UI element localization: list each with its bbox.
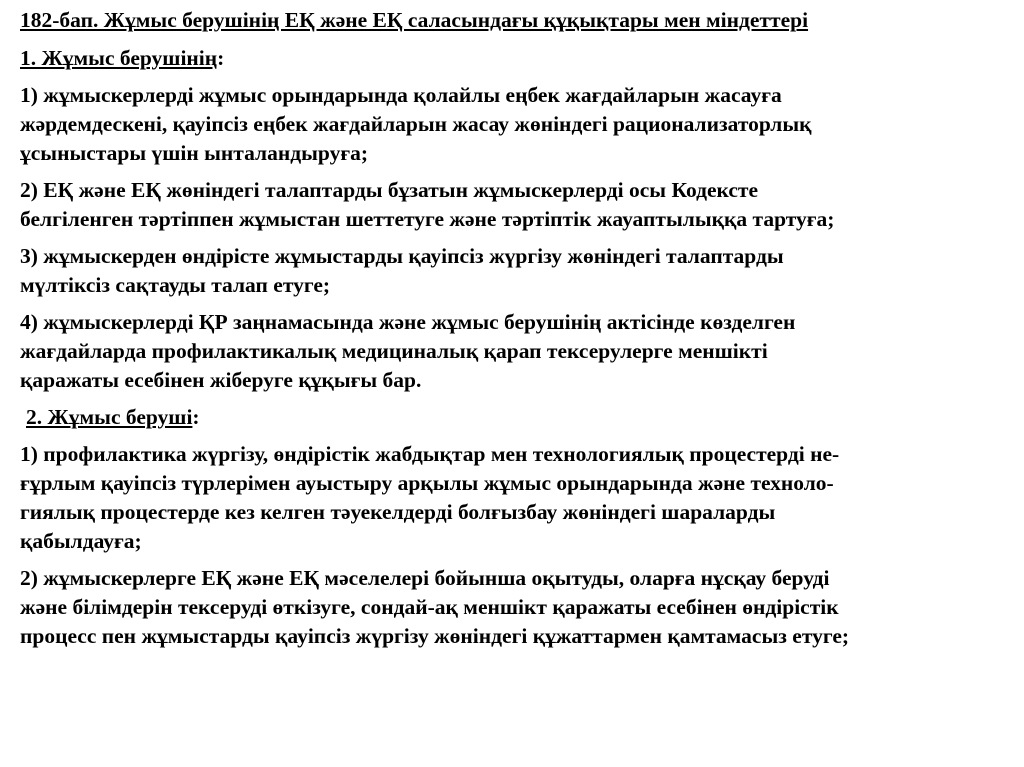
text-line: 1) жұмыскерлерді жұмыс орындарында қолайлы еңбек жағдайларын жасауға bbox=[20, 83, 782, 107]
section-2-item-2 bbox=[20, 564, 1010, 651]
section-1-heading-text: 1. Жұмыс берушінің bbox=[20, 46, 218, 70]
section-1-item-1 bbox=[20, 81, 1010, 168]
text-line: 1) профилактика жүргізу, өндірістік жабдықтар мен технологиялық процестерді не- bbox=[20, 442, 840, 466]
text-line: және білімдерін тексеруді өткізуге, сондай-ақ меншікт қаражаты есебінен өндірістік bbox=[20, 595, 839, 619]
article-title bbox=[20, 6, 1010, 35]
section-2-heading bbox=[20, 403, 1010, 432]
section-1-heading-colon: : bbox=[217, 46, 225, 70]
text-line: белгіленген тәртіппен жұмыстан шеттетуге және тәртіптік жауаптылыққа тартуға; bbox=[20, 207, 835, 231]
section-2-heading-text: 2. Жұмыс беруші bbox=[26, 405, 193, 429]
section-2-item-1 bbox=[20, 440, 1010, 556]
text-line: мүлтіксіз сақтауды талап етуге; bbox=[20, 273, 331, 297]
text-line: жәрдемдескені, қауіпсіз еңбек жағдайларын жасау жөніндегі рационализаторлық bbox=[20, 112, 812, 136]
text-line: қабылдауға; bbox=[20, 529, 142, 553]
text-line: 2) ЕҚ және ЕҚ жөніндегі талаптарды бұзатын жұмыскерлерді осы Кодексте bbox=[20, 178, 759, 202]
document-slide bbox=[20, 6, 1010, 659]
article-title-text: 182-бап. Жұмыс берушінің ЕҚ және ЕҚ саласындағы құқықтары мен міндеттері bbox=[20, 8, 809, 32]
text-line: гиялық процестерде кез келген тәуекелдерді болғызбау жөніндегі шараларды bbox=[20, 500, 776, 524]
text-line: ұсыныстары үшін ынталандыруға; bbox=[20, 141, 369, 165]
section-1-item-4 bbox=[20, 308, 1010, 395]
text-line: 3) жұмыскерден өндірісте жұмыстарды қауіпсіз жүргізу жөніндегі талаптарды bbox=[20, 244, 784, 268]
section-1-heading bbox=[20, 44, 1010, 73]
section-1-item-2 bbox=[20, 176, 1010, 234]
section-2-heading-colon: : bbox=[192, 405, 200, 429]
section-1-item-3 bbox=[20, 242, 1010, 300]
text-line: ғұрлым қауіпсіз түрлерімен ауыстыру арқылы жұмыс орындарында және техноло- bbox=[20, 471, 834, 495]
text-line: процесс пен жұмыстарды қауіпсіз жүргізу жөніндегі құжаттармен қамтамасыз етуге; bbox=[20, 624, 850, 648]
text-line: қаражаты есебінен жіберуге құқығы бар. bbox=[20, 368, 422, 392]
text-line: 2) жұмыскерлерге ЕҚ және ЕҚ мәселелері бойынша оқытуды, оларға нұсқау беруді bbox=[20, 566, 830, 590]
text-line: жағдайларда профилактикалық медициналық қарап тексерулерге меншікті bbox=[20, 339, 768, 363]
text-line: 4) жұмыскерлерді ҚР заңнамасында және жұмыс берушінің актісінде көзделген bbox=[20, 310, 796, 334]
